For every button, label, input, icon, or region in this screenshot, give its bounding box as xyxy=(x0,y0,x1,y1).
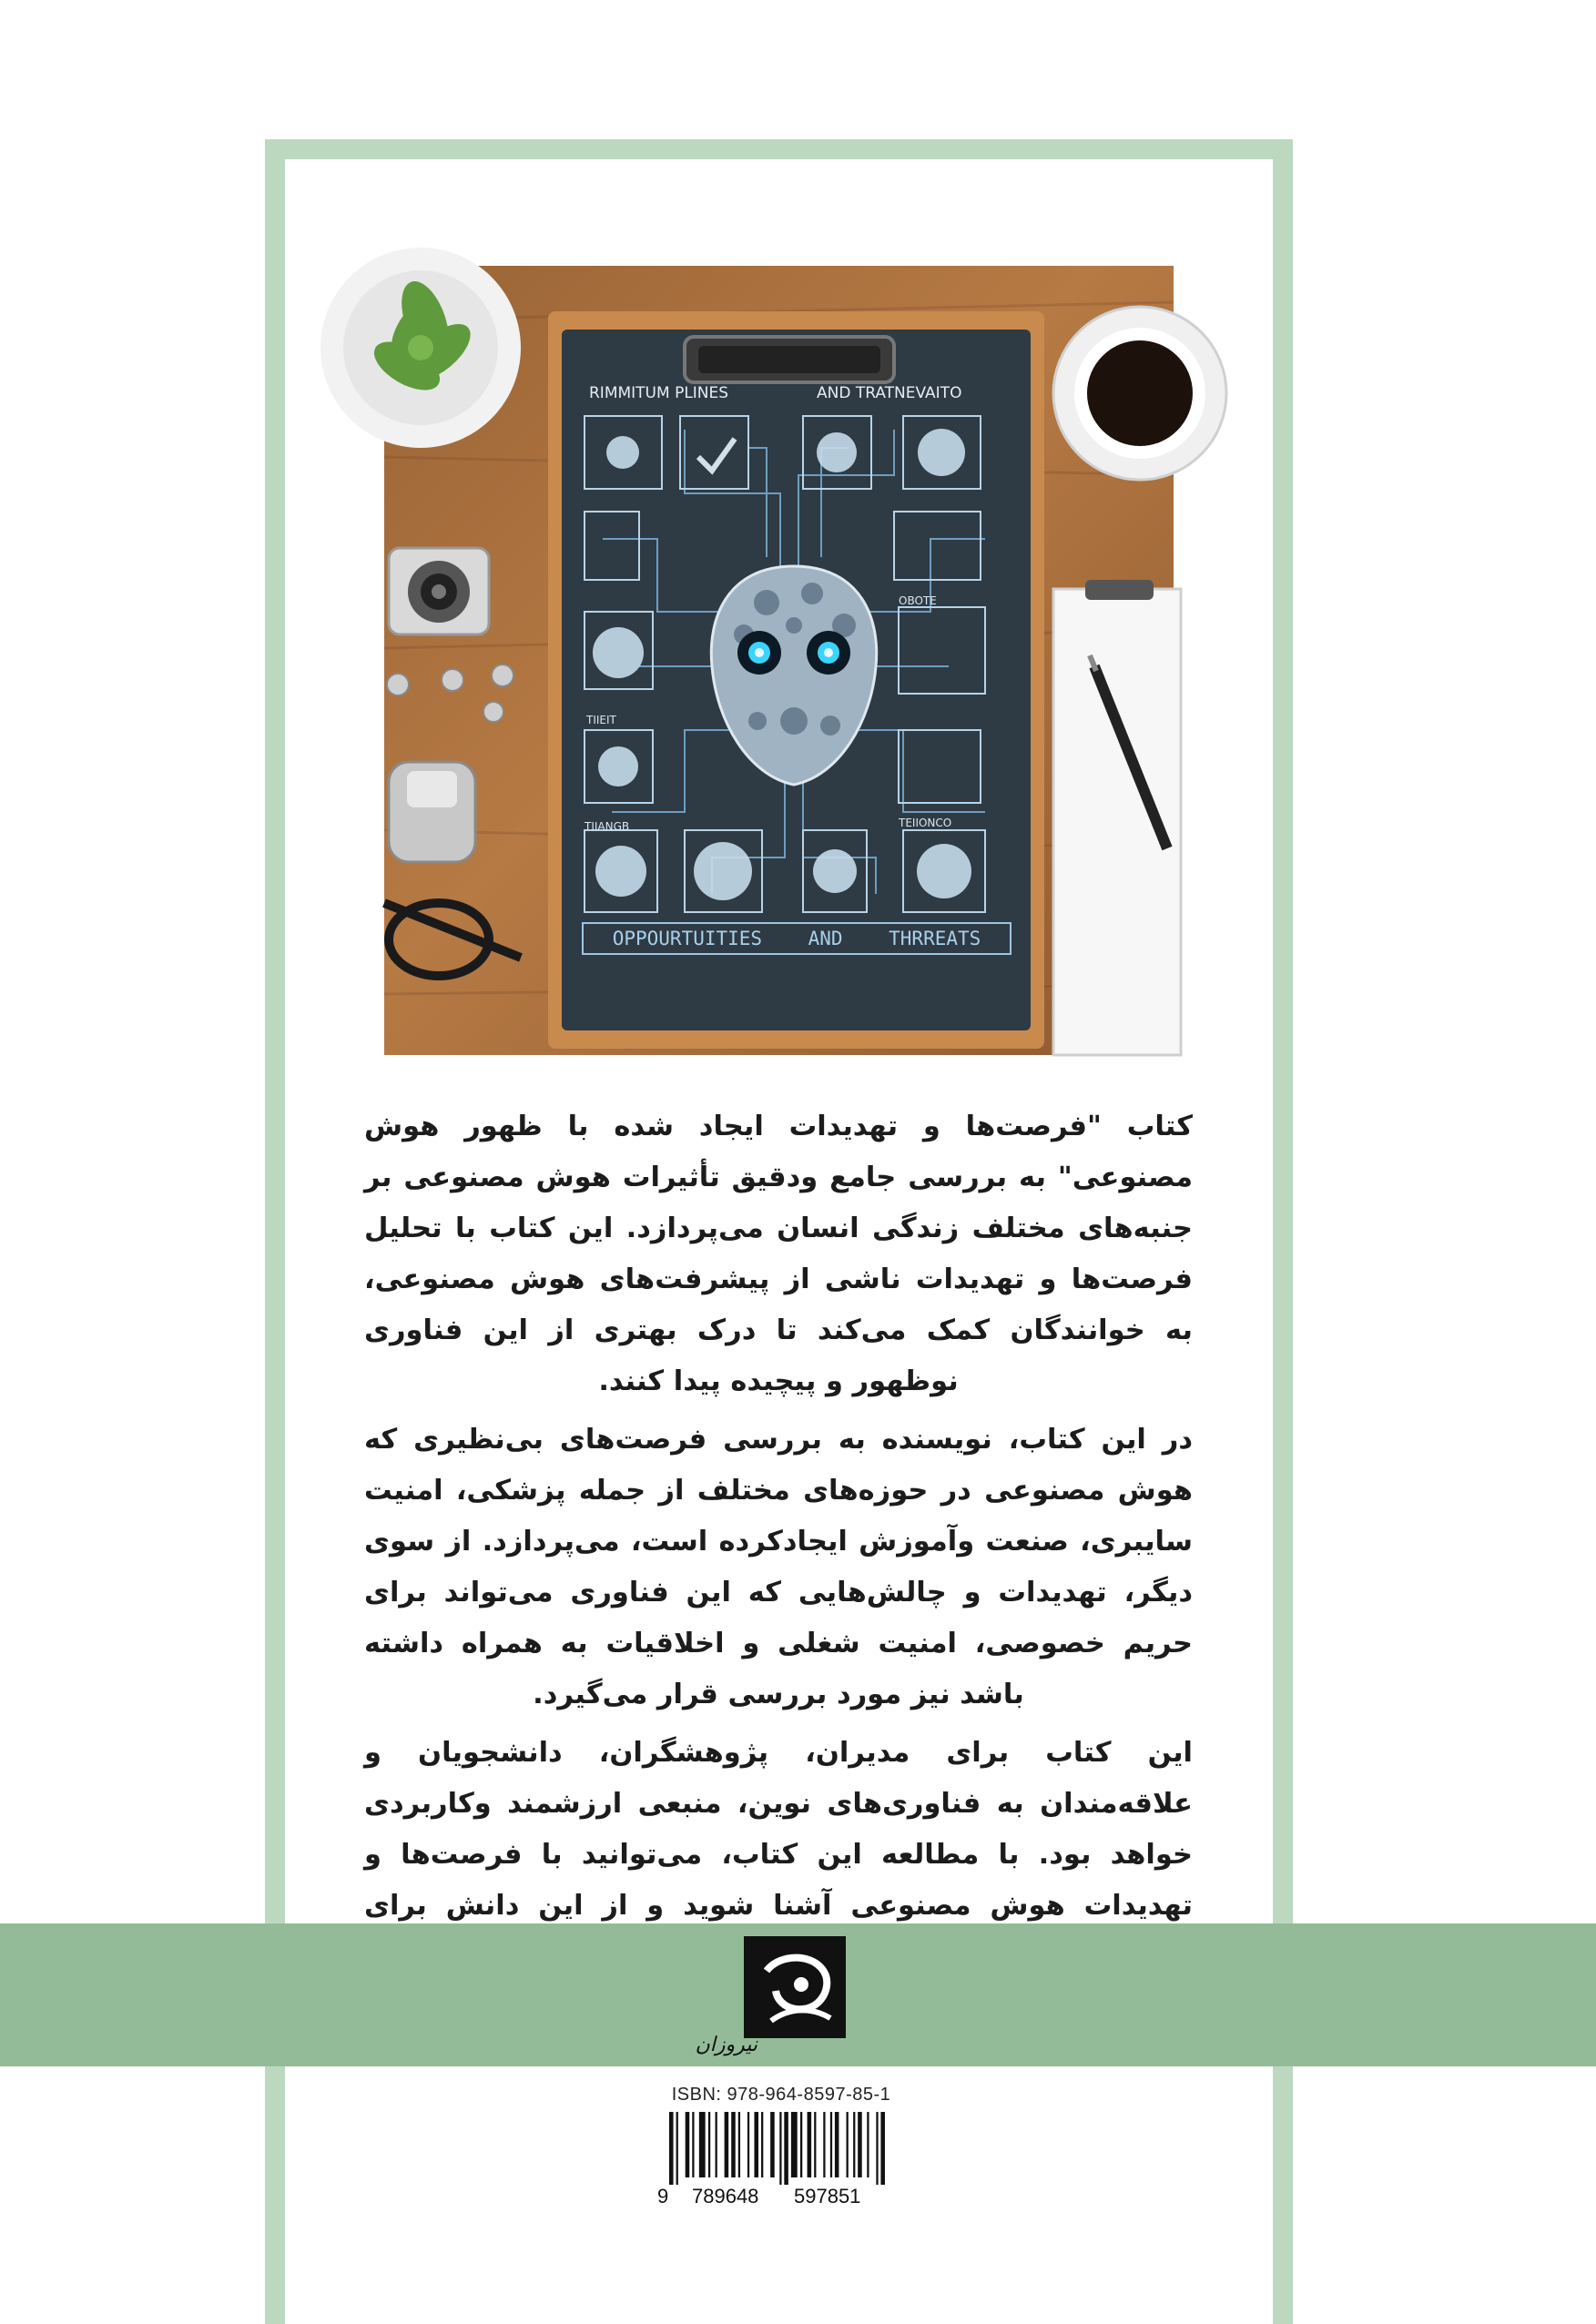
barcode-digits-left: 789648 xyxy=(692,2185,759,2207)
board-banner: OPPOURTUITIES AND THRREATS xyxy=(612,928,981,949)
barcode-digits-right: 597851 xyxy=(794,2185,861,2207)
publisher-logo xyxy=(695,1934,849,2057)
side-label-2: TIIANGB xyxy=(585,820,630,833)
plant-icon xyxy=(320,248,521,448)
isbn-label: ISBN: 978-964-8597-85-1 xyxy=(671,2085,891,2105)
barcode-digit-first: 9 xyxy=(657,2185,669,2207)
board-label-right: AND TRATNEVAITO xyxy=(817,384,962,402)
barcode-digits xyxy=(657,2185,899,2210)
notepad-icon xyxy=(1053,580,1181,1055)
coffee-cup-icon xyxy=(1053,307,1226,480)
blurb-paragraph-3: این کتاب برای مدیران، پژوهشگران، دانشجویان و علاقه‌مندان به فناوری‌های نوین، منبعی ارزشمند وکاربردی خواهد بود. با مطالعه این کتاب، می‌توانید با فرصت‌ها و تهدیدات هوش مصنوعی آشنا شوید و از این دانش برای xyxy=(364,1737,1193,1922)
camera-icon xyxy=(389,548,489,634)
isbn-barcode xyxy=(669,2112,888,2185)
side-label-1: OBOTE xyxy=(899,594,937,607)
back-cover-blurb xyxy=(364,1101,1193,1990)
blurb-paragraph-2: در این کتاب، نویسنده به بررسی فرصت‌های بی‌نظیری که هوش مصنوعی در حوزه‌های مختلف از جمله پزشکی، امنیت سایبری، صنعت وآموزش ایجادکرده است، می‌پردازد. از سوی دیگر، تهدیدات و چالش‌هایی که این فناوری می‌تواند برای حریم خصوصی، امنیت شغلی و اخلاقیات به همراه داشته باشد نیز مورد بررسی قرار می‌گیرد. xyxy=(364,1424,1193,1710)
cover-illustration xyxy=(384,266,1174,1055)
board-label-left: RIMMITUM PLINES xyxy=(589,384,729,402)
blurb-paragraph-1: کتاب "فرصت‌ها و تهدیدات ایجاد شده با ظهور هوش مصنوعی" به بررسی جامع ودقیق تأثیرات هوش مصنوعی بر جنبه‌های مختلف زندگی انسان می‌پردازد. این کتاب با تحلیل فرصت‌ها و تهدیدات ناشی از پیشرفت‌های هوش مصنوعی، به خوانندگان کمک می‌کند تا درک بهتری از این فناوری نوظهور و پیچیده پیدا کنند. xyxy=(364,1111,1193,1397)
side-label-3: TEIIONCO xyxy=(899,817,952,829)
side-label-4: TIIEIT xyxy=(586,714,616,726)
publisher-logo-text: نیروزان xyxy=(695,2034,757,2056)
glasses-icon xyxy=(384,903,521,976)
